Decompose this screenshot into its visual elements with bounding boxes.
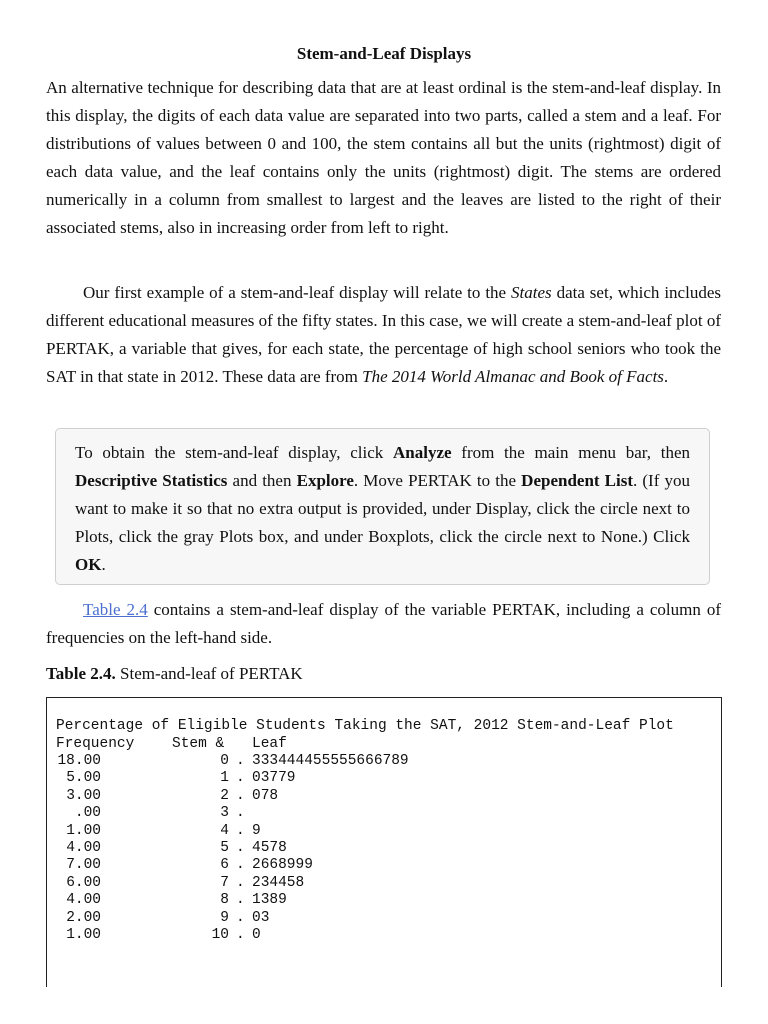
paragraph-table-ref	[46, 596, 721, 652]
row-separator: .	[236, 770, 245, 787]
row-stem: 3	[220, 805, 229, 822]
row-stem: 7	[220, 874, 229, 891]
stem-leaf-output-box	[46, 697, 722, 987]
row-leaf: 234458	[252, 874, 305, 891]
row-frequency: 2.00	[66, 909, 101, 926]
row-leaf: 1389	[252, 892, 287, 909]
header-leaf: Leaf	[252, 736, 287, 752]
row-leaf: 03	[252, 909, 270, 926]
row-stem: 4	[220, 822, 229, 839]
instruction-fragment: .	[101, 555, 106, 574]
paragraph-intro: An alternative technique for describing data that are at least ordinal is the stem-and-leaf display. In this display, the digits of each data value are separated into two parts, called a stem and a leaf. For distributions of values between 0 and 100, the stem contains all but the units (rightmost) digit of each data value, and the leaf contains only the units (rightmost) digit. The stems are ordered numerically in a column from smallest to largest and the leaves are listed to the right of their associated stems, also in increasing order from left to right.	[46, 78, 721, 237]
row-frequency: 6.00	[66, 874, 101, 891]
menu-analyze: Analyze	[393, 443, 452, 462]
paragraph-text: data set, which includes different educational measures of the fifty states. In this case, we will create a stem-and-leaf plot of PERTAK, a variable that gives, for each state, the percentage of high school seniors who took the SAT in that state in 2012. These data are from	[46, 283, 721, 386]
row-stem: 6	[220, 857, 229, 874]
row-frequency: 7.00	[66, 857, 101, 874]
row-separator: .	[236, 857, 245, 874]
paragraph-example	[46, 279, 721, 391]
row-frequency: 4.00	[66, 892, 101, 909]
row-stem: 2	[220, 787, 229, 804]
row-stem: 1	[220, 770, 229, 787]
row-separator: .	[236, 839, 245, 856]
row-separator: .	[236, 787, 245, 804]
paragraph-text: .	[663, 367, 669, 386]
table-label: Table 2.4.	[46, 664, 116, 683]
row-leaf: 9	[252, 822, 261, 839]
table-2-4-link[interactable]: Table 2.4	[83, 600, 148, 619]
paragraph-text: contains a stem-and-leaf display of the variable PERTAK, including a column of frequencies on the left-hand side.	[46, 600, 722, 647]
header-frequency: Frequency	[56, 736, 135, 752]
row-separator: .	[236, 753, 245, 769]
row-frequency: 1.00	[66, 822, 101, 839]
menu-descriptive-statistics: Descriptive Statistics	[75, 471, 228, 490]
row-separator: .	[236, 874, 245, 891]
instruction-text	[75, 439, 690, 579]
row-stem: 0	[220, 753, 229, 769]
row-separator: .	[236, 892, 245, 909]
instruction-fragment: To obtain the stem-and-leaf display, click	[75, 443, 394, 462]
row-stem: 10	[211, 926, 229, 943]
plot-title: Percentage of Eligible Students Taking the SAT, 2012 Stem-and-Leaf Plot	[56, 718, 674, 734]
row-separator: .	[236, 822, 245, 839]
row-leaf: 333444455555666789	[252, 753, 409, 769]
row-leaf: 03779	[252, 770, 296, 787]
row-frequency: .00	[74, 805, 101, 822]
section-title: Stem-and-Leaf Displays	[296, 44, 472, 63]
paragraph-text: Our first example of a stem-and-leaf display will relate to the	[83, 283, 512, 302]
row-leaf: 4578	[252, 839, 287, 856]
row-frequency: 4.00	[66, 839, 101, 856]
row-separator: .	[236, 805, 245, 822]
source-title: The 2014 World Almanac and Book of Facts	[362, 367, 664, 386]
row-frequency: 5.00	[66, 770, 101, 787]
row-stem: 5	[220, 839, 229, 856]
row-frequency: 18.00	[57, 753, 101, 769]
row-frequency: 3.00	[66, 787, 101, 804]
row-separator: .	[236, 926, 245, 943]
dependent-list-label: Dependent List	[521, 471, 634, 490]
table-caption-text: Stem-and-leaf of PERTAK	[115, 664, 303, 683]
header-stem: Stem &	[172, 736, 225, 752]
row-stem: 8	[220, 892, 229, 909]
dataset-name: States	[511, 283, 552, 302]
instruction-fragment: . (If you want to make it so that no extra output is provided, under Display, click the circle next to Plots, click the gray Plots box, and under Boxplots, click the circle next to None.) Click	[75, 471, 691, 546]
instruction-callout	[55, 428, 710, 585]
menu-explore: Explore	[296, 471, 354, 490]
row-leaf: 078	[252, 787, 279, 804]
row-separator: .	[236, 909, 245, 926]
row-leaf: 0	[252, 926, 261, 943]
instruction-fragment: and then	[227, 471, 297, 490]
instruction-fragment: from the main menu bar, then	[451, 443, 690, 462]
row-stem: 9	[220, 909, 229, 926]
instruction-fragment: . Move PERTAK to the	[353, 471, 522, 490]
row-leaf: 2668999	[252, 857, 313, 874]
row-frequency: 1.00	[66, 926, 101, 943]
table-caption	[46, 660, 303, 688]
ok-label: OK	[75, 555, 102, 574]
